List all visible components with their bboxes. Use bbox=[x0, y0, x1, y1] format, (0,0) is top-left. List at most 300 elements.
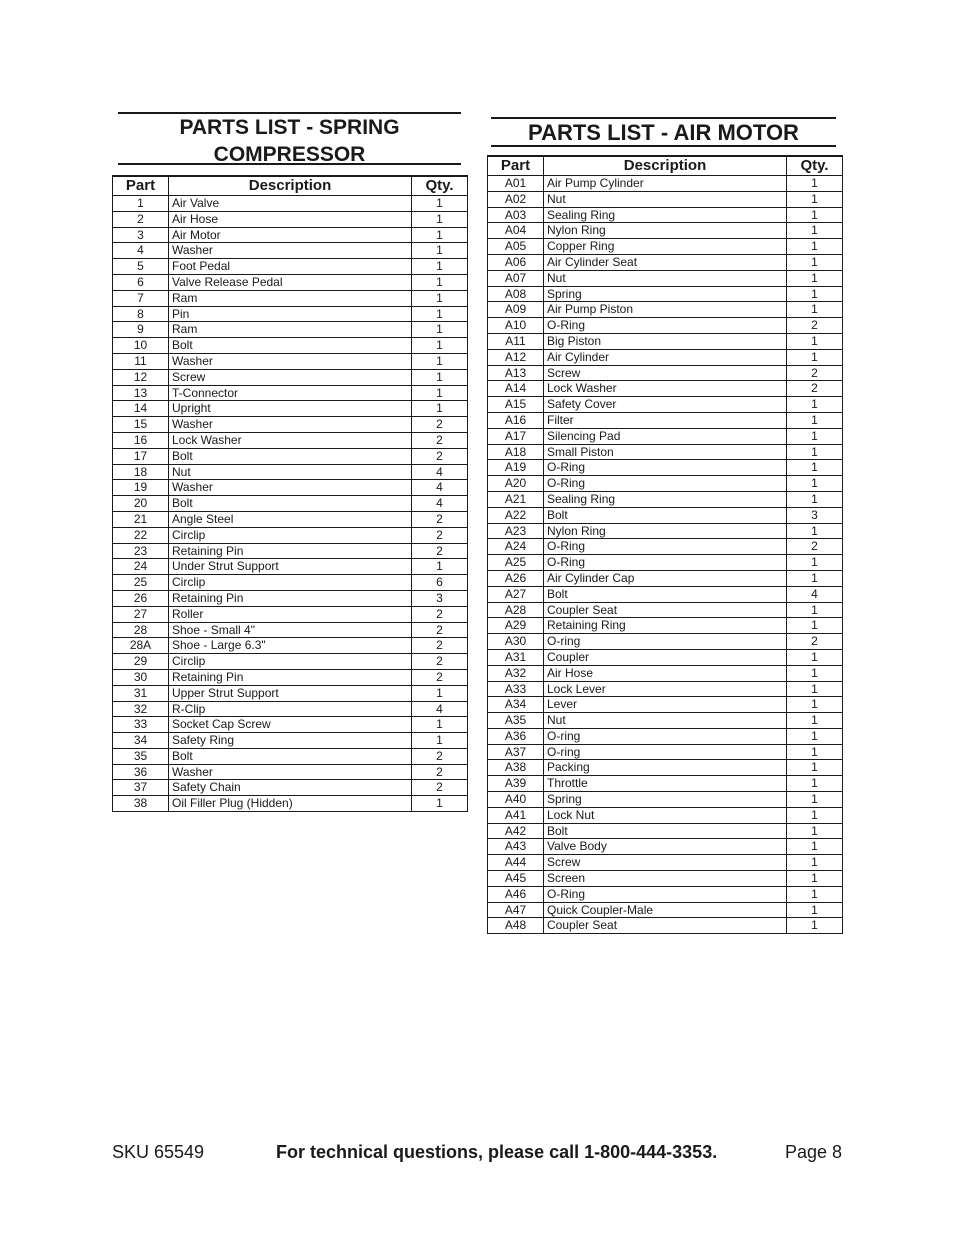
table-row bbox=[113, 290, 468, 306]
description-cell: Retaining Pin bbox=[169, 543, 412, 559]
description-cell: Safety Ring bbox=[169, 733, 412, 749]
table-row bbox=[488, 491, 843, 507]
description-cell: Retaining Ring bbox=[544, 618, 787, 634]
qty-column-header: Qty. bbox=[787, 156, 843, 176]
table-row bbox=[113, 243, 468, 259]
description-cell: O-Ring bbox=[544, 539, 787, 555]
table-row bbox=[113, 543, 468, 559]
table-row bbox=[488, 618, 843, 634]
table-row bbox=[488, 760, 843, 776]
part-number-cell: 4 bbox=[113, 243, 169, 259]
part-number-cell: 6 bbox=[113, 274, 169, 290]
part-number-cell: A45 bbox=[488, 871, 544, 887]
description-cell: Oil Filler Plug (Hidden) bbox=[169, 796, 412, 812]
table-row bbox=[488, 855, 843, 871]
description-cell: Pin bbox=[169, 306, 412, 322]
qty-cell: 1 bbox=[787, 397, 843, 413]
table-row bbox=[488, 333, 843, 349]
part-number-cell: A16 bbox=[488, 412, 544, 428]
description-cell: Washer bbox=[169, 480, 412, 496]
description-cell: Nut bbox=[544, 270, 787, 286]
qty-cell: 1 bbox=[787, 839, 843, 855]
table-row bbox=[113, 638, 468, 654]
part-number-cell: 17 bbox=[113, 448, 169, 464]
qty-cell: 1 bbox=[787, 697, 843, 713]
description-cell: Circlip bbox=[169, 654, 412, 670]
qty-cell: 1 bbox=[412, 369, 468, 385]
qty-cell: 1 bbox=[787, 460, 843, 476]
part-number-cell: A05 bbox=[488, 239, 544, 255]
description-cell: O-ring bbox=[544, 634, 787, 650]
description-cell: Angle Steel bbox=[169, 511, 412, 527]
table-row bbox=[488, 176, 843, 192]
part-number-cell: 38 bbox=[113, 796, 169, 812]
part-number-cell: 9 bbox=[113, 322, 169, 338]
part-number-cell: A46 bbox=[488, 886, 544, 902]
description-cell: Nut bbox=[544, 191, 787, 207]
description-cell: Retaining Pin bbox=[169, 669, 412, 685]
part-number-cell: A21 bbox=[488, 491, 544, 507]
qty-cell: 2 bbox=[412, 417, 468, 433]
description-cell: Screen bbox=[544, 871, 787, 887]
part-column-header: Part bbox=[488, 156, 544, 176]
qty-cell: 1 bbox=[787, 349, 843, 365]
part-number-cell: A29 bbox=[488, 618, 544, 634]
part-number-cell: A11 bbox=[488, 333, 544, 349]
description-cell: Big Piston bbox=[544, 333, 787, 349]
description-cell: Nut bbox=[544, 713, 787, 729]
qty-cell: 2 bbox=[412, 432, 468, 448]
qty-cell: 4 bbox=[412, 464, 468, 480]
qty-cell: 2 bbox=[787, 634, 843, 650]
qty-cell: 1 bbox=[787, 270, 843, 286]
qty-cell: 1 bbox=[787, 570, 843, 586]
table-row bbox=[113, 496, 468, 512]
table-row bbox=[488, 555, 843, 571]
description-cell: Safety Chain bbox=[169, 780, 412, 796]
part-number-cell: 31 bbox=[113, 685, 169, 701]
part-number-cell: A02 bbox=[488, 191, 544, 207]
description-cell: Screw bbox=[544, 855, 787, 871]
table-row bbox=[113, 796, 468, 812]
table-row bbox=[488, 460, 843, 476]
part-number-cell: A27 bbox=[488, 586, 544, 602]
part-number-cell: 13 bbox=[113, 385, 169, 401]
qty-column-header: Qty. bbox=[412, 176, 468, 196]
description-cell: Nut bbox=[169, 464, 412, 480]
table-row bbox=[488, 444, 843, 460]
table-row bbox=[488, 886, 843, 902]
qty-cell: 1 bbox=[787, 665, 843, 681]
description-cell: Coupler Seat bbox=[544, 918, 787, 934]
table-row bbox=[488, 602, 843, 618]
description-cell: Spring bbox=[544, 286, 787, 302]
description-cell: Washer bbox=[169, 353, 412, 369]
qty-cell: 1 bbox=[787, 239, 843, 255]
part-number-cell: 2 bbox=[113, 211, 169, 227]
qty-cell: 1 bbox=[412, 227, 468, 243]
description-cell: Air Hose bbox=[544, 665, 787, 681]
part-number-cell: 28 bbox=[113, 622, 169, 638]
table-row bbox=[488, 539, 843, 555]
part-number-cell: A38 bbox=[488, 760, 544, 776]
description-cell: Upper Strut Support bbox=[169, 685, 412, 701]
qty-cell: 2 bbox=[412, 527, 468, 543]
table-row bbox=[488, 586, 843, 602]
qty-cell: 1 bbox=[787, 918, 843, 934]
part-number-cell: A18 bbox=[488, 444, 544, 460]
qty-cell: 1 bbox=[787, 428, 843, 444]
part-number-cell: 21 bbox=[113, 511, 169, 527]
description-cell: Foot Pedal bbox=[169, 259, 412, 275]
qty-cell: 2 bbox=[412, 543, 468, 559]
qty-cell: 4 bbox=[412, 701, 468, 717]
qty-cell: 1 bbox=[787, 476, 843, 492]
qty-cell: 1 bbox=[787, 776, 843, 792]
description-cell: Valve Body bbox=[544, 839, 787, 855]
part-number-cell: A33 bbox=[488, 681, 544, 697]
description-cell: Ram bbox=[169, 322, 412, 338]
table-row bbox=[488, 428, 843, 444]
table-row bbox=[113, 274, 468, 290]
table-row bbox=[113, 322, 468, 338]
description-cell: Lock Lever bbox=[544, 681, 787, 697]
part-number-cell: 27 bbox=[113, 606, 169, 622]
spring-compressor-title-line1: PARTS LIST - SPRING bbox=[179, 116, 400, 139]
description-cell: Bolt bbox=[544, 823, 787, 839]
description-cell: Quick Coupler-Male bbox=[544, 902, 787, 918]
description-cell: Lock Nut bbox=[544, 807, 787, 823]
table-row bbox=[488, 381, 843, 397]
description-cell: Silencing Pad bbox=[544, 428, 787, 444]
description-cell: Coupler Seat bbox=[544, 602, 787, 618]
table-row bbox=[488, 792, 843, 808]
description-cell: Throttle bbox=[544, 776, 787, 792]
table-row bbox=[488, 191, 843, 207]
qty-cell: 1 bbox=[787, 713, 843, 729]
description-cell: Under Strut Support bbox=[169, 559, 412, 575]
qty-cell: 1 bbox=[412, 211, 468, 227]
table-row bbox=[113, 669, 468, 685]
table-row bbox=[488, 239, 843, 255]
description-cell: Air Pump Cylinder bbox=[544, 176, 787, 192]
description-cell: Washer bbox=[169, 764, 412, 780]
part-number-cell: A34 bbox=[488, 697, 544, 713]
table-row bbox=[488, 634, 843, 650]
table-row bbox=[488, 918, 843, 934]
qty-cell: 6 bbox=[412, 575, 468, 591]
qty-cell: 1 bbox=[787, 807, 843, 823]
qty-cell: 2 bbox=[412, 669, 468, 685]
description-cell: Bolt bbox=[169, 748, 412, 764]
part-number-cell: 22 bbox=[113, 527, 169, 543]
qty-cell: 4 bbox=[412, 480, 468, 496]
table-row bbox=[488, 412, 843, 428]
table-row bbox=[488, 223, 843, 239]
part-number-cell: A30 bbox=[488, 634, 544, 650]
part-number-cell: 23 bbox=[113, 543, 169, 559]
qty-cell: 1 bbox=[787, 333, 843, 349]
part-number-cell: A13 bbox=[488, 365, 544, 381]
part-number-cell: 18 bbox=[113, 464, 169, 480]
table-row bbox=[113, 369, 468, 385]
qty-cell: 2 bbox=[412, 448, 468, 464]
table-row bbox=[113, 227, 468, 243]
qty-cell: 1 bbox=[787, 792, 843, 808]
qty-cell: 1 bbox=[787, 902, 843, 918]
table-row bbox=[113, 211, 468, 227]
qty-cell: 1 bbox=[787, 744, 843, 760]
part-number-cell: 35 bbox=[113, 748, 169, 764]
part-number-cell: A28 bbox=[488, 602, 544, 618]
qty-cell: 1 bbox=[787, 523, 843, 539]
part-number-cell: 14 bbox=[113, 401, 169, 417]
qty-cell: 1 bbox=[787, 286, 843, 302]
table-row bbox=[113, 417, 468, 433]
part-number-cell: A06 bbox=[488, 254, 544, 270]
part-number-cell: 25 bbox=[113, 575, 169, 591]
description-cell: Circlip bbox=[169, 527, 412, 543]
description-cell: Air Valve bbox=[169, 196, 412, 212]
part-number-cell: A41 bbox=[488, 807, 544, 823]
qty-cell: 1 bbox=[412, 733, 468, 749]
description-cell: O-Ring bbox=[544, 886, 787, 902]
qty-cell: 2 bbox=[412, 606, 468, 622]
part-number-cell: 32 bbox=[113, 701, 169, 717]
part-number-cell: A39 bbox=[488, 776, 544, 792]
qty-cell: 1 bbox=[787, 491, 843, 507]
table-row bbox=[488, 476, 843, 492]
table-row bbox=[488, 902, 843, 918]
part-number-cell: 36 bbox=[113, 764, 169, 780]
part-number-cell: 30 bbox=[113, 669, 169, 685]
table-row bbox=[488, 397, 843, 413]
description-cell: Bolt bbox=[169, 496, 412, 512]
description-cell: Air Cylinder Seat bbox=[544, 254, 787, 270]
table-row bbox=[488, 302, 843, 318]
description-cell: Air Cylinder bbox=[544, 349, 787, 365]
part-number-cell: A14 bbox=[488, 381, 544, 397]
part-number-cell: 20 bbox=[113, 496, 169, 512]
description-cell: Lock Washer bbox=[544, 381, 787, 397]
tech-support-phone: For technical questions, please call 1-800-444-3353. bbox=[276, 1142, 718, 1162]
table-row bbox=[488, 871, 843, 887]
description-cell: T-Connector bbox=[169, 385, 412, 401]
qty-cell: 1 bbox=[787, 681, 843, 697]
page-number: Page 8 bbox=[784, 1142, 842, 1162]
qty-cell: 3 bbox=[412, 590, 468, 606]
qty-cell: 2 bbox=[412, 654, 468, 670]
description-cell: Valve Release Pedal bbox=[169, 274, 412, 290]
qty-cell: 2 bbox=[412, 638, 468, 654]
part-number-cell: A31 bbox=[488, 649, 544, 665]
part-number-cell: 10 bbox=[113, 338, 169, 354]
description-column-header: Description bbox=[544, 156, 787, 176]
table-row bbox=[113, 701, 468, 717]
spring-compressor-table-body bbox=[113, 196, 468, 812]
part-number-cell: A17 bbox=[488, 428, 544, 444]
description-cell: O-Ring bbox=[544, 460, 787, 476]
table-header-row bbox=[113, 176, 468, 196]
qty-cell: 1 bbox=[787, 207, 843, 223]
qty-cell: 1 bbox=[787, 823, 843, 839]
qty-cell: 1 bbox=[412, 290, 468, 306]
table-row bbox=[113, 717, 468, 733]
part-number-cell: A09 bbox=[488, 302, 544, 318]
description-cell: Washer bbox=[169, 417, 412, 433]
part-number-cell: A40 bbox=[488, 792, 544, 808]
qty-cell: 1 bbox=[787, 176, 843, 192]
table-row bbox=[113, 654, 468, 670]
part-number-cell: 19 bbox=[113, 480, 169, 496]
description-cell: O-ring bbox=[544, 728, 787, 744]
table-row bbox=[113, 733, 468, 749]
qty-cell: 1 bbox=[787, 728, 843, 744]
part-number-cell: A32 bbox=[488, 665, 544, 681]
qty-cell: 1 bbox=[787, 618, 843, 634]
table-row bbox=[113, 527, 468, 543]
table-row bbox=[113, 559, 468, 575]
part-number-cell: 28A bbox=[113, 638, 169, 654]
description-cell: Nylon Ring bbox=[544, 523, 787, 539]
part-number-cell: A24 bbox=[488, 539, 544, 555]
page-footer bbox=[112, 1142, 842, 1166]
description-cell: R-Clip bbox=[169, 701, 412, 717]
table-row bbox=[113, 401, 468, 417]
air-motor-table-body bbox=[488, 176, 843, 934]
qty-cell: 2 bbox=[412, 511, 468, 527]
description-cell: O-Ring bbox=[544, 555, 787, 571]
part-number-cell: A03 bbox=[488, 207, 544, 223]
table-row bbox=[488, 286, 843, 302]
qty-cell: 1 bbox=[787, 855, 843, 871]
qty-cell: 2 bbox=[412, 622, 468, 638]
description-cell: Lock Washer bbox=[169, 432, 412, 448]
description-cell: Spring bbox=[544, 792, 787, 808]
spring-compressor-title-line2: COMPRESSOR bbox=[213, 143, 366, 166]
qty-cell: 1 bbox=[412, 306, 468, 322]
qty-cell: 4 bbox=[787, 586, 843, 602]
table-header-row bbox=[488, 156, 843, 176]
table-row bbox=[113, 432, 468, 448]
qty-cell: 1 bbox=[412, 322, 468, 338]
table-row bbox=[113, 685, 468, 701]
qty-cell: 1 bbox=[787, 191, 843, 207]
qty-cell: 1 bbox=[787, 555, 843, 571]
part-number-cell: 11 bbox=[113, 353, 169, 369]
description-cell: Circlip bbox=[169, 575, 412, 591]
table-row bbox=[113, 480, 468, 496]
qty-cell: 4 bbox=[412, 496, 468, 512]
qty-cell: 1 bbox=[787, 886, 843, 902]
part-number-cell: 8 bbox=[113, 306, 169, 322]
part-number-cell: A20 bbox=[488, 476, 544, 492]
table-row bbox=[113, 606, 468, 622]
qty-cell: 3 bbox=[787, 507, 843, 523]
part-number-cell: 12 bbox=[113, 369, 169, 385]
qty-cell: 2 bbox=[787, 539, 843, 555]
table-row bbox=[113, 448, 468, 464]
part-number-cell: A04 bbox=[488, 223, 544, 239]
description-cell: O-Ring bbox=[544, 476, 787, 492]
qty-cell: 1 bbox=[412, 274, 468, 290]
table-row bbox=[113, 748, 468, 764]
part-number-cell: A08 bbox=[488, 286, 544, 302]
table-row bbox=[113, 511, 468, 527]
table-row bbox=[113, 780, 468, 796]
description-cell: Roller bbox=[169, 606, 412, 622]
description-cell: Packing bbox=[544, 760, 787, 776]
part-number-cell: A36 bbox=[488, 728, 544, 744]
qty-cell: 1 bbox=[412, 796, 468, 812]
spring-compressor-section bbox=[112, 112, 467, 812]
table-row bbox=[488, 318, 843, 334]
table-row bbox=[488, 823, 843, 839]
table-row bbox=[488, 728, 843, 744]
qty-cell: 2 bbox=[412, 748, 468, 764]
spring-compressor-title bbox=[118, 112, 461, 165]
table-row bbox=[488, 776, 843, 792]
table-row bbox=[488, 254, 843, 270]
qty-cell: 1 bbox=[787, 649, 843, 665]
description-cell: Sealing Ring bbox=[544, 207, 787, 223]
description-cell: Retaining Pin bbox=[169, 590, 412, 606]
qty-cell: 1 bbox=[412, 401, 468, 417]
qty-cell: 1 bbox=[412, 196, 468, 212]
air-motor-parts-table bbox=[487, 155, 843, 934]
description-cell: Bolt bbox=[169, 448, 412, 464]
part-number-cell: A37 bbox=[488, 744, 544, 760]
part-column-header: Part bbox=[113, 176, 169, 196]
part-number-cell: A35 bbox=[488, 713, 544, 729]
qty-cell: 1 bbox=[787, 302, 843, 318]
part-number-cell: 1 bbox=[113, 196, 169, 212]
part-number-cell: A44 bbox=[488, 855, 544, 871]
table-row bbox=[488, 713, 843, 729]
part-number-cell: A19 bbox=[488, 460, 544, 476]
part-number-cell: 3 bbox=[113, 227, 169, 243]
description-cell: Air Cylinder Cap bbox=[544, 570, 787, 586]
table-row bbox=[113, 590, 468, 606]
table-row bbox=[113, 338, 468, 354]
description-cell: Air Hose bbox=[169, 211, 412, 227]
qty-cell: 2 bbox=[787, 381, 843, 397]
qty-cell: 1 bbox=[412, 385, 468, 401]
table-row bbox=[488, 697, 843, 713]
part-number-cell: A47 bbox=[488, 902, 544, 918]
table-row bbox=[488, 681, 843, 697]
part-number-cell: 34 bbox=[113, 733, 169, 749]
description-cell: Ram bbox=[169, 290, 412, 306]
air-motor-title: PARTS LIST - AIR MOTOR bbox=[491, 117, 836, 147]
part-number-cell: A01 bbox=[488, 176, 544, 192]
part-number-cell: A22 bbox=[488, 507, 544, 523]
description-cell: Coupler bbox=[544, 649, 787, 665]
table-row bbox=[488, 365, 843, 381]
description-cell: Screw bbox=[169, 369, 412, 385]
description-cell: Nylon Ring bbox=[544, 223, 787, 239]
table-row bbox=[113, 575, 468, 591]
table-row bbox=[113, 764, 468, 780]
qty-cell: 2 bbox=[787, 365, 843, 381]
description-cell: Shoe - Large 6.3" bbox=[169, 638, 412, 654]
qty-cell: 1 bbox=[412, 559, 468, 575]
part-number-cell: A26 bbox=[488, 570, 544, 586]
table-row bbox=[488, 270, 843, 286]
spring-compressor-parts-table bbox=[112, 175, 468, 812]
qty-cell: 1 bbox=[787, 254, 843, 270]
table-row bbox=[488, 649, 843, 665]
